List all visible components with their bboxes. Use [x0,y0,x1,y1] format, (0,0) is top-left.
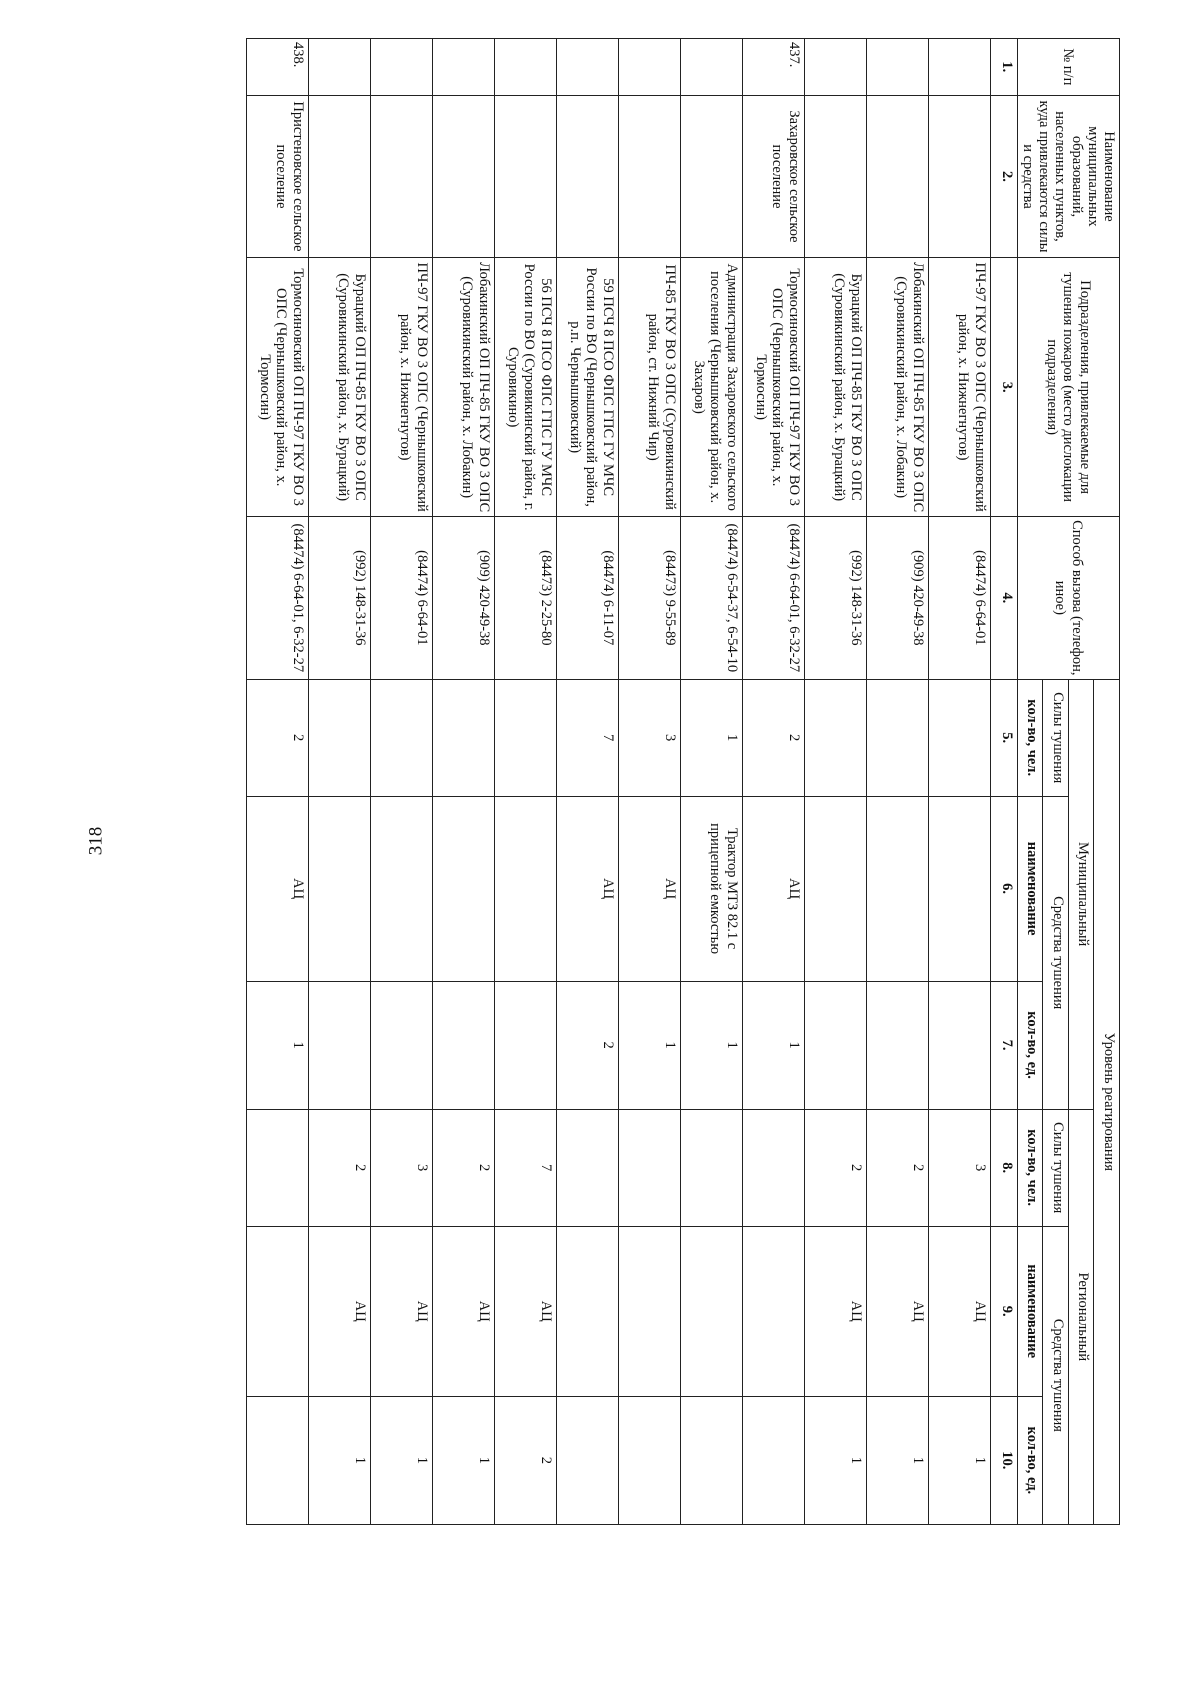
row-number [928,39,990,96]
municipal-means-name [804,796,866,981]
municipal-means-qty: 1 [618,981,680,1109]
row-number: 437. [742,39,804,96]
municipal-forces-qty: 2 [246,679,308,796]
municipal-means-name [370,796,432,981]
header-name: наименование [1017,796,1043,981]
municipal-forces-qty [494,679,556,796]
unit-name: Лобакинский ОП ПЧ-85 ГКУ ВО 3 ОПС (Суровикинский район, х. Лобакин) [866,258,928,517]
header-units: Подразделения, привлекаемые для тушения пожаров (место дислокации подразделения) [1017,258,1119,517]
regional-means-name [618,1226,680,1396]
municipality-name [866,95,928,258]
municipality-name [494,95,556,258]
regional-forces-qty: 2 [308,1109,370,1226]
row-number [308,39,370,96]
unit-name: Тормосиновский ОП ПЧ-97 ГКУ ВО 3 ОПС (Чернышковский район, х. Тормосин) [246,258,308,517]
table-row [494,39,556,1525]
municipality-name: Захаровское сельское поселение [742,95,804,258]
regional-forces-qty: 2 [432,1109,494,1226]
municipal-forces-qty [308,679,370,796]
regional-means-name: АЦ [928,1226,990,1396]
table-row [308,39,370,1525]
municipality-name [370,95,432,258]
table-body [246,39,990,1525]
municipal-means-name: АЦ [246,796,308,981]
unit-name: Тормосиновский ОП ПЧ-97 ГКУ ВО 3 ОПС (Чернышковский район, х. Тормосин) [742,258,804,517]
municipal-means-qty [432,981,494,1109]
municipal-forces-qty [866,679,928,796]
regional-forces-qty: 3 [370,1109,432,1226]
municipality-name [804,95,866,258]
regional-means-name: АЦ [866,1226,928,1396]
regional-forces-qty [618,1109,680,1226]
municipal-forces-qty: 3 [618,679,680,796]
call-method: (84474) 6-54-37, 6-54-10 [680,517,742,680]
municipal-means-qty [928,981,990,1109]
unit-name: 56 ПСЧ 8 ПСО ФПС ГПС ГУ МЧС России по ВО (Суровикинский район, г. Суровикино) [494,258,556,517]
fire-response-table [246,38,1120,1525]
col-number: 5. [990,679,1017,796]
header-call: Способ вызова (телефон, иное) [1017,517,1119,680]
regional-means-name [680,1226,742,1396]
regional-forces-qty: 2 [804,1109,866,1226]
regional-forces-qty: 7 [494,1109,556,1226]
col-number: 2. [990,95,1017,258]
municipal-means-qty [804,981,866,1109]
regional-means-qty [742,1396,804,1524]
municipal-forces-qty: 7 [556,679,618,796]
regional-means-qty [618,1396,680,1524]
unit-name: Администрация Захаровского сельского поселения (Чернышковский район, х. Захаров) [680,258,742,517]
municipality-name [556,95,618,258]
call-method: (84474) 6-11-07 [556,517,618,680]
regional-means-name [556,1226,618,1396]
municipal-means-qty [308,981,370,1109]
header-num: № п/п [1017,39,1119,96]
col-number: 10. [990,1396,1017,1524]
municipal-forces-qty [804,679,866,796]
regional-means-name: АЦ [494,1226,556,1396]
regional-forces-qty: 3 [928,1109,990,1226]
municipal-means-qty: 1 [742,981,804,1109]
row-number [804,39,866,96]
header-municipal: Муниципальный [1068,679,1094,1109]
regional-forces-qty: 2 [866,1109,928,1226]
header-qty-units: кол-во, ед. [1017,1396,1043,1524]
municipality-name [308,95,370,258]
municipal-means-qty [866,981,928,1109]
regional-means-qty: 1 [804,1396,866,1524]
table-row [246,39,308,1525]
regional-means-qty [680,1396,742,1524]
regional-means-name: АЦ [804,1226,866,1396]
municipal-forces-qty: 2 [742,679,804,796]
call-method: (992) 148-31-36 [308,517,370,680]
regional-means-name: АЦ [432,1226,494,1396]
municipal-means-qty: 2 [556,981,618,1109]
row-number [680,39,742,96]
municipal-means-name [928,796,990,981]
municipal-means-name [432,796,494,981]
row-number [370,39,432,96]
municipal-forces-qty: 1 [680,679,742,796]
municipality-name [432,95,494,258]
table-row [432,39,494,1525]
col-number: 4. [990,517,1017,680]
header-regional-means: Средства тушения [1043,1226,1069,1524]
municipal-means-qty: 1 [680,981,742,1109]
unit-name: ПЧ-97 ГКУ ВО 3 ОПС (Чернышковский район, х. Нижнегнутов) [370,258,432,517]
regional-forces-qty [246,1109,308,1226]
regional-means-qty: 1 [928,1396,990,1524]
table-row [804,39,866,1525]
municipal-means-name: АЦ [742,796,804,981]
municipal-forces-qty [370,679,432,796]
regional-means-qty: 1 [432,1396,494,1524]
call-method: (992) 148-31-36 [804,517,866,680]
row-number: 438. [246,39,308,96]
municipality-name [618,95,680,258]
unit-name: Лобакинский ОП ПЧ-85 ГКУ ВО 3 ОПС (Суровикинский район, х. Лобакин) [432,258,494,517]
col-number: 9. [990,1226,1017,1396]
regional-means-qty: 1 [308,1396,370,1524]
row-number [866,39,928,96]
regional-forces-qty [680,1109,742,1226]
header-municipal-means: Средства тушения [1043,796,1069,1109]
regional-means-name: АЦ [308,1226,370,1396]
unit-name: ПЧ-97 ГКУ ВО 3 ОПС (Чернышковский район, х. Нижнегнутов) [928,258,990,517]
col-number: 1. [990,39,1017,96]
table-row [370,39,432,1525]
call-method: (84474) 6-64-01 [370,517,432,680]
row-number [432,39,494,96]
call-method: (84474) 6-64-01 [928,517,990,680]
regional-means-name [742,1226,804,1396]
header-qty-people: кол-во, чел. [1017,679,1043,796]
regional-means-qty: 2 [494,1396,556,1524]
municipal-forces-qty [928,679,990,796]
regional-means-name: АЦ [370,1226,432,1396]
call-method: (909) 420-49-38 [432,517,494,680]
regional-means-name [246,1226,308,1396]
regional-means-qty: 1 [370,1396,432,1524]
table-row [680,39,742,1525]
regional-means-qty: 1 [866,1396,928,1524]
call-method: (84473) 2-25-80 [494,517,556,680]
regional-means-qty [556,1396,618,1524]
regional-forces-qty [556,1109,618,1226]
header-name: наименование [1017,1226,1043,1396]
municipal-means-name: АЦ [618,796,680,981]
municipal-means-name: АЦ [556,796,618,981]
header-qty-people: кол-во, чел. [1017,1109,1043,1226]
municipal-means-qty [494,981,556,1109]
municipal-means-qty: 1 [246,981,308,1109]
call-method: (84474) 6-64-01, 6-32-27 [246,517,308,680]
row-number [494,39,556,96]
table-row [866,39,928,1525]
header-qty-units: кол-во, ед. [1017,981,1043,1109]
municipal-means-qty [370,981,432,1109]
unit-name: 59 ПСЧ 8 ПСО ФПС ГПС ГУ МЧС России по ВО (Чернышковский район, р.п. Чернышковский) [556,258,618,517]
call-method: (84473) 9-55-89 [618,517,680,680]
municipal-means-name: Трактор МТЗ 82.1 с прицепной емкостью [680,796,742,981]
municipal-means-name [866,796,928,981]
municipality-name: Пристеновское сельское поселение [246,95,308,258]
col-number: 3. [990,258,1017,517]
municipality-name [680,95,742,258]
unit-name: Бурацкий ОП ПЧ-85 ГКУ ВО 3 ОПС (Суровикинский район, х. Бурацкий) [804,258,866,517]
table-row [556,39,618,1525]
table-row [928,39,990,1525]
unit-name: Бурацкий ОП ПЧ-85 ГКУ ВО 3 ОПС (Суровикинский район, х. Бурацкий) [308,258,370,517]
regional-means-qty [246,1396,308,1524]
header-level: Уровень реагирования [1094,679,1120,1524]
municipal-means-name [308,796,370,981]
row-number [556,39,618,96]
table-row [618,39,680,1525]
col-number: 6. [990,796,1017,981]
municipal-forces-qty [432,679,494,796]
call-method: (84474) 6-64-01, 6-32-27 [742,517,804,680]
header-municipal-forces: Силы тушения [1043,679,1069,796]
call-method: (909) 420-49-38 [866,517,928,680]
unit-name: ПЧ-85 ГКУ ВО 3 ОПС (Суровикинский район, ст. Нижний Чир) [618,258,680,517]
regional-forces-qty [742,1109,804,1226]
row-number [618,39,680,96]
municipal-means-name [494,796,556,981]
table-row [742,39,804,1525]
col-number: 7. [990,981,1017,1109]
page-number: 318 [85,826,107,856]
header-regional-forces: Силы тушения [1043,1109,1069,1226]
rotated-table-page [135,38,1120,1525]
header-regional: Региональный [1068,1109,1094,1524]
municipality-name [928,95,990,258]
header-mo: Наименование муниципальных образований, населенных пунктов, куда привлекаются силы и средства [1017,95,1119,258]
col-number: 8. [990,1109,1017,1226]
